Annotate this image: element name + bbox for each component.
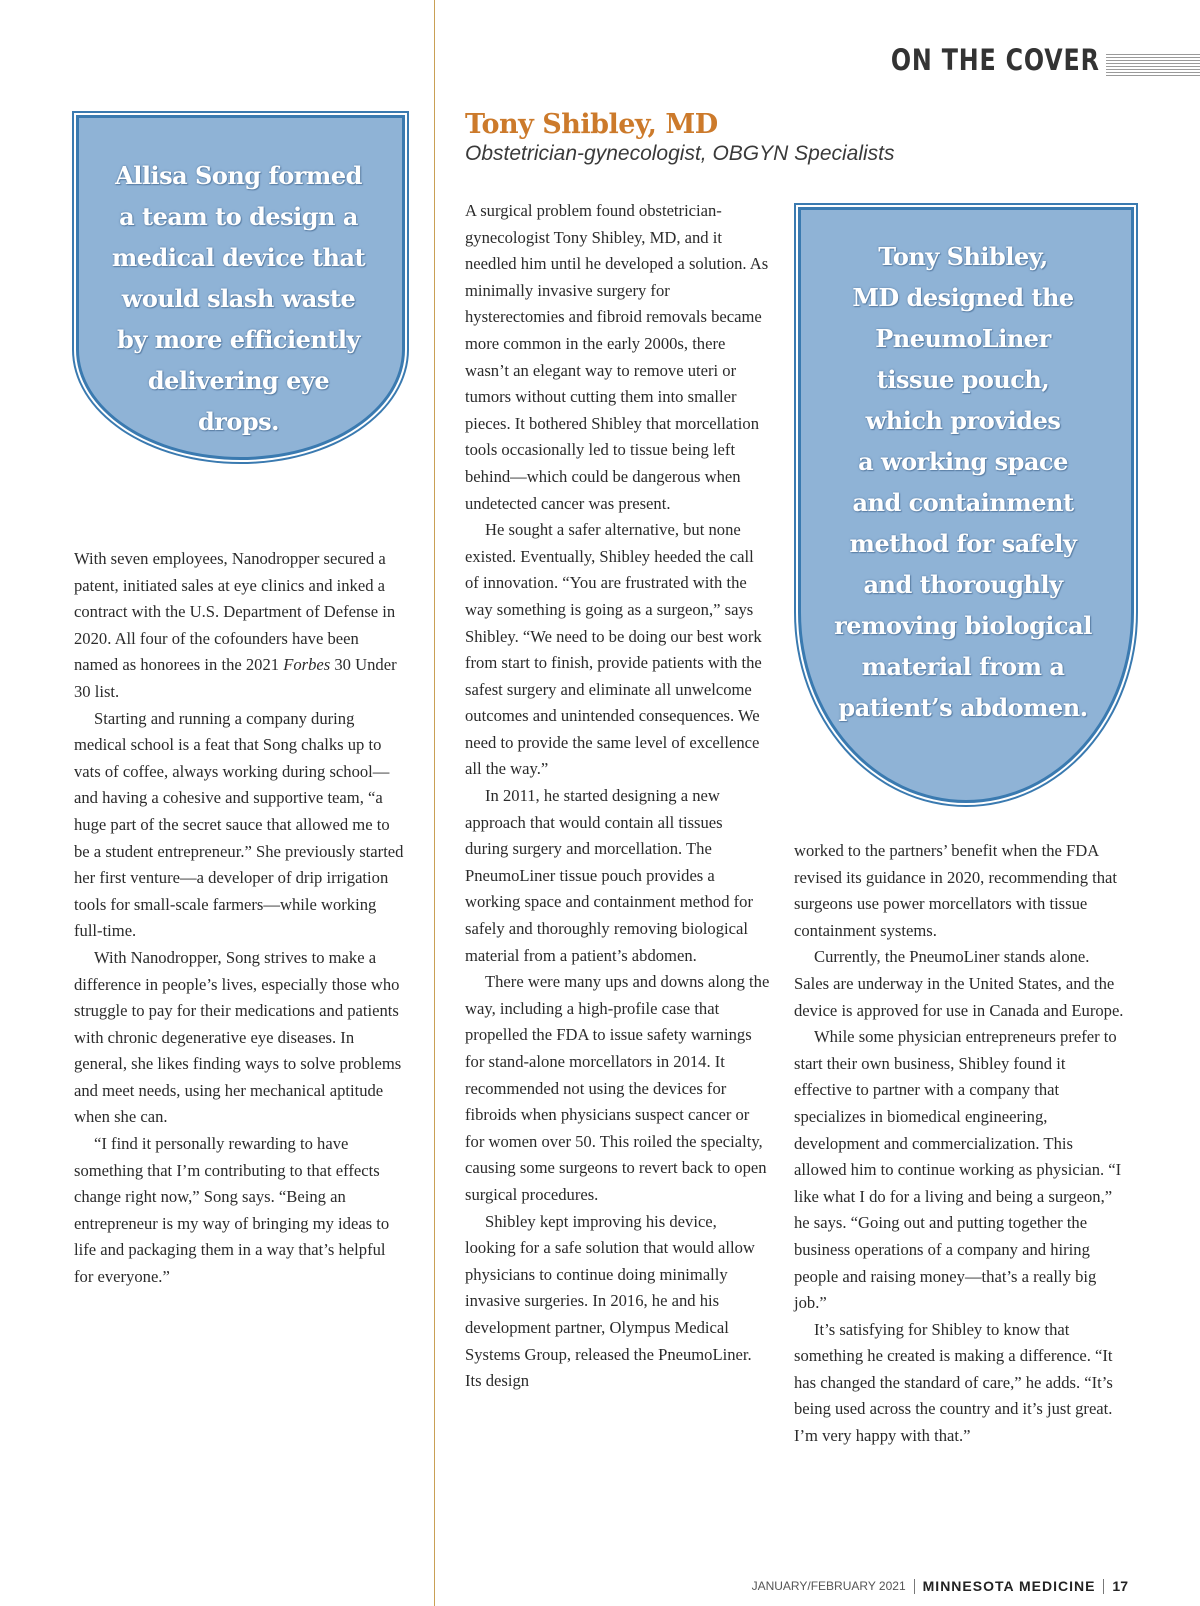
column-divider-rule (434, 0, 435, 1606)
section-label: ON THE COVER (891, 43, 1100, 77)
pullquote-line: Tony Shibley, (878, 242, 1048, 271)
paragraph: With Nanodropper, Song strives to make a difference in people’s lives, especially those who struggle to pay for their medications and patients with chronic degenerative eye diseases. In general, she likes finding ways to solve problems and meet needs, using her mechanical aptitude when she can. (74, 947, 402, 1127)
pullquote-left-text (90, 155, 387, 442)
paragraph: He sought a safer alternative, but none existed. Eventually, Shibley heeded the call of innovation. “You are frustrated with the way something is going as a surgeon,” says Shibley. “We need to be doing our best work from start to finish, provide patients with the safest surgery and eliminate all unwelcome outcomes and unintended consequences. We need to provide the same level of excellence all the way.” (465, 520, 762, 779)
pullquote-line: medical device that (111, 243, 366, 272)
pullquote-right-text (810, 236, 1116, 728)
footer-separator (914, 1579, 915, 1594)
article-column-1 (74, 546, 404, 1291)
article-column-3 (794, 838, 1124, 1450)
pullquote-line: Allisa Song formed (115, 161, 362, 190)
paragraph: A surgical problem found obstetrician-gynecologist Tony Shibley, MD, and it needled him until he developed a solution. As minimally invasive surgery for hysterectomies and fibroid removals became more common in the early 2000s, there wasn’t an elegant way to remove uteri or tumors without cutting them into smaller pieces. It bothered Shibley that morcellation tools occasionally led to tissue being left behind—which could be dangerous when undetected cancer was present. (465, 201, 769, 513)
paragraph: While some physician entrepreneurs prefer to start their own business, Shibley found it effective to partner with a company that specializes in biomedical engineering, development and commercialization. This allowed him to continue working as physician. “I like what I do for a living and being a surgeon,” he says. “Going out and putting together the business operations of a company and hiring people and raising money—that’s a really big job.” (794, 1027, 1122, 1313)
paragraph-text: 30 Under 30 list. (74, 655, 397, 701)
pullquote-line: a working space (858, 447, 1068, 476)
paragraph: “I find it personally rewarding to have something that I’m contributing to that effects change right now,” Song says. “Being an entrepreneur is my way of bringing my ideas to life and packaging them in a way that’s helpful for everyone.” (74, 1134, 390, 1287)
paragraph (74, 546, 404, 706)
pullquote-line: material from a (861, 652, 1065, 681)
article-column-2 (465, 198, 770, 1395)
pullquote-line: a team to design a (119, 202, 358, 231)
paragraph-italic-text: Forbes (283, 655, 331, 675)
pullquote-line: drops. (197, 407, 280, 436)
paragraph: In 2011, he started designing a new approach that would contain all tissues during surgery and morcellation. The PneumoLiner tissue pouch provides a working space and containment method for safely and thoroughly removing biological material from a patient’s abdomen. (465, 786, 754, 965)
pullquote-line: by more efficiently (117, 325, 360, 354)
pullquote-line: would slash waste (121, 284, 356, 313)
paragraph: Shibley kept improving his device, looking for a safe solution that would allow physicians to continue doing minimally invasive surgeries. In 2016, he and his development partner, Olympus Medical Systems Group, released the PneumoLiner. Its design (465, 1211, 755, 1391)
profile-title: Obstetrician-gynecologist, OBGYN Specialists (465, 142, 895, 165)
paragraph: Starting and running a company during medical school is a feat that Song chalks up to vats of coffee, always working during school—and having a cohesive and supportive team, “a huge part of the secret sauce that allowed me to be a student entrepreneur.” She previously started her first venture—a developer of drip irrigation tools for small-scale farmers—while working full-time. (74, 708, 404, 941)
pullquote-line: PneumoLiner (875, 324, 1051, 353)
pullquote-line: and containment (852, 488, 1074, 517)
paragraph: It’s satisfying for Shibley to know that something he created is making a difference. “It has changed the standard of care,” he adds. “It’s being used across the country and it’s just great. I’m very happy with that.” (794, 1319, 1113, 1446)
pullquote-line: method for safely (849, 529, 1077, 558)
paragraph-text: With seven employees, Nanodropper secured a patent, initiated sales at eye clinics and inked a contract with the U.S. Department of Defense in 2020. All four of the cofounders have been named as honorees in the 2021 (74, 549, 396, 675)
pullquote-line: removing biological (834, 611, 1092, 640)
pullquote-line: which provides (865, 406, 1061, 435)
paragraph: worked to the partners’ benefit when the FDA revised its guidance in 2020, recommending that surgeons use power morcellators with tissue containment systems. (794, 841, 1118, 940)
pullquote-line: patient’s abdomen. (838, 693, 1088, 722)
profile-name: Tony Shibley, MD (465, 109, 718, 140)
page-footer (752, 1578, 1128, 1594)
footer-page-number: 17 (1112, 1578, 1128, 1594)
footer-separator (1103, 1579, 1104, 1594)
pullquote-line: MD designed the (852, 283, 1074, 312)
section-label-hatch-decoration (1106, 52, 1200, 76)
pullquote-line: tissue pouch, (876, 365, 1050, 394)
footer-publication-name: MINNESOTA MEDICINE (922, 1578, 1096, 1594)
pullquote-line: delivering eye (147, 366, 330, 395)
paragraph: Currently, the PneumoLiner stands alone. Sales are underway in the United States, and the device is approved for use in Canada and Europe. (794, 947, 1124, 1020)
footer-issue-date: JANUARY/FEBRUARY 2021 (751, 1579, 906, 1593)
pullquote-line: and thoroughly (863, 570, 1063, 599)
paragraph: There were many ups and downs along the way, including a high-profile case that propelled the FDA to issue safety warnings for stand-alone morcellators in 2014. It recommended not using the devices for fibroids when physicians suspect cancer or for women over 50. This roiled the specialty, causing some surgeons to revert back to open surgical procedures. (465, 972, 770, 1204)
